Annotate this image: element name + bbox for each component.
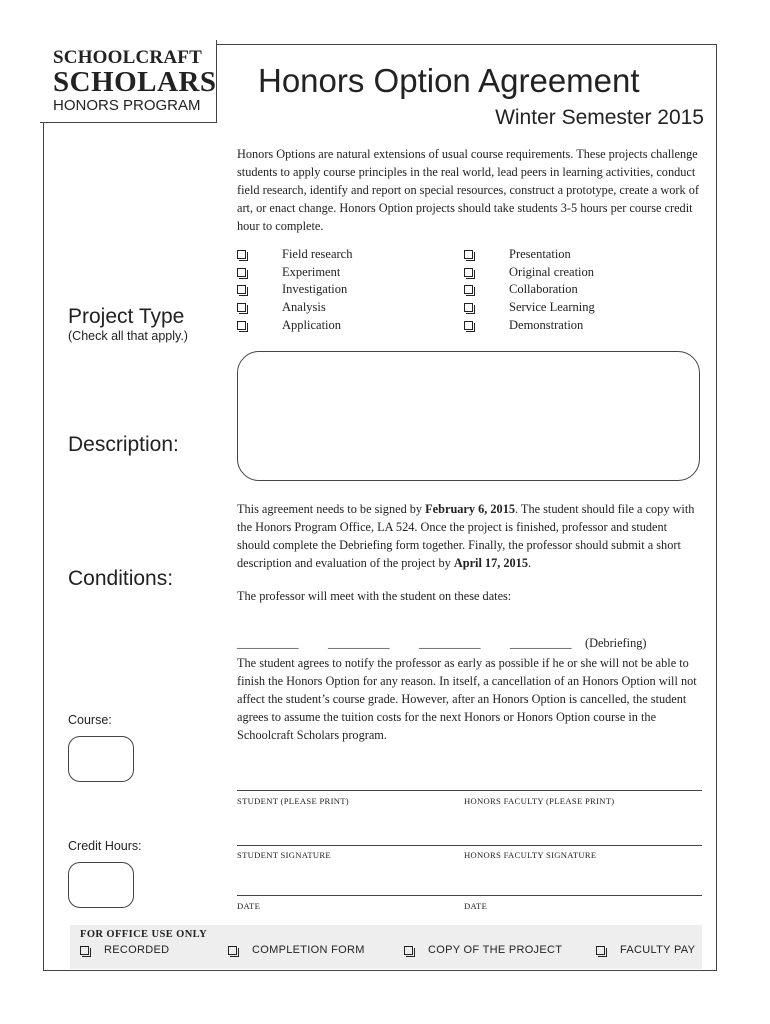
description-input[interactable] bbox=[237, 351, 700, 481]
conditions-text-a: This agreement needs to be signed by bbox=[237, 502, 426, 516]
checkbox-presentation[interactable] bbox=[464, 246, 595, 264]
office-checkbox-completion-form[interactable] bbox=[228, 944, 365, 956]
conditions-text-c: . bbox=[527, 556, 532, 570]
office-item-label: FACULTY PAY bbox=[620, 944, 696, 956]
student-signature-label: STUDENT SIGNATURE bbox=[237, 850, 331, 860]
checkbox-label: Application bbox=[282, 317, 342, 332]
intro-paragraph: Honors Options are natural extensions of usual course requirements. These projects challenge students to apply course principles in the real world, lead peers in learning activities, conduct field research, identify and report on special resources, construct a prototype, create a work of art, or enact change. Honors Option projects should take students 3-5 hours per course credit hour to complete. bbox=[237, 147, 699, 233]
course-input[interactable] bbox=[68, 736, 134, 782]
checkbox-experiment[interactable] bbox=[237, 264, 352, 282]
checkbox-icon[interactable] bbox=[404, 946, 413, 955]
checkbox-icon[interactable] bbox=[237, 285, 246, 294]
checkbox-icon[interactable] bbox=[237, 303, 246, 312]
meeting-date-field-4[interactable]: __________ bbox=[510, 636, 572, 650]
checkbox-icon[interactable] bbox=[464, 285, 473, 294]
office-checkbox-recorded[interactable] bbox=[80, 944, 169, 956]
office-checkbox-faculty-pay[interactable] bbox=[596, 944, 695, 956]
office-item-label: COPY OF THE PROJECT bbox=[428, 944, 563, 956]
checkbox-label: Analysis bbox=[282, 300, 326, 315]
project-type-options-col2 bbox=[464, 246, 595, 334]
project-type-options-col1 bbox=[237, 246, 352, 334]
conditions-heading: Conditions: bbox=[68, 567, 174, 590]
checkbox-service-learning[interactable] bbox=[464, 299, 595, 317]
office-use-title: FOR OFFICE USE ONLY bbox=[80, 929, 208, 940]
project-type-subheading: (Check all that apply.) bbox=[68, 329, 188, 343]
checkbox-label: Field research bbox=[282, 247, 353, 262]
logo bbox=[40, 40, 217, 123]
checkbox-icon[interactable] bbox=[237, 321, 246, 330]
checkbox-icon[interactable] bbox=[237, 250, 246, 259]
faculty-signature-label: HONORS FACULTY SIGNATURE bbox=[464, 850, 597, 860]
logo-line-2: SCHOLARS bbox=[53, 66, 217, 98]
description-heading: Description: bbox=[68, 433, 179, 456]
checkbox-icon[interactable] bbox=[464, 250, 473, 259]
course-label: Course: bbox=[68, 713, 112, 727]
checkbox-label: Demonstration bbox=[509, 317, 584, 332]
conditions-paragraph bbox=[237, 500, 702, 572]
checkbox-original-creation[interactable] bbox=[464, 264, 595, 282]
checkbox-icon[interactable] bbox=[464, 303, 473, 312]
checkbox-investigation[interactable] bbox=[237, 281, 352, 299]
checkbox-field-research[interactable] bbox=[237, 246, 352, 264]
student-print-label: STUDENT (PLEASE PRINT) bbox=[237, 796, 349, 806]
meeting-date-field-3[interactable]: __________ bbox=[419, 636, 481, 650]
checkbox-label: Experiment bbox=[282, 264, 341, 279]
credit-hours-input[interactable] bbox=[68, 862, 134, 908]
checkbox-label: Investigation bbox=[282, 282, 348, 297]
submit-deadline-date: April 17, 2015 bbox=[453, 556, 528, 570]
office-checkbox-copy-of-project[interactable] bbox=[404, 944, 562, 956]
signature-line[interactable] bbox=[237, 845, 702, 846]
checkbox-icon[interactable] bbox=[464, 321, 473, 330]
cancellation-paragraph: The student agrees to notify the professor as early as possible if he or she will not be able to finish the Honors Option for any reason. In itself, a cancellation of an Honors Option will not affect the student’s course grade. However, after an Honors Option is cancelled, the student agrees to assume the tuition costs for the next Honors or Honors Option course in the Schoolcraft Scholars program. bbox=[237, 656, 697, 742]
page-title: Honors Option Agreement bbox=[258, 62, 640, 99]
project-type-heading: Project Type bbox=[68, 305, 185, 328]
office-item-label: RECORDED bbox=[104, 944, 170, 956]
meeting-date-field-2[interactable]: __________ bbox=[328, 636, 390, 650]
faculty-date-label: DATE bbox=[464, 901, 488, 911]
semester-subtitle: Winter Semester 2015 bbox=[495, 106, 704, 129]
checkbox-label: Service Learning bbox=[509, 300, 595, 315]
sign-deadline-date: February 6, 2015 bbox=[425, 502, 515, 516]
faculty-print-label: HONORS FACULTY (PLEASE PRINT) bbox=[464, 796, 615, 806]
checkbox-application[interactable] bbox=[237, 316, 352, 334]
logo-line-1: SCHOOLCRAFT bbox=[53, 47, 202, 68]
checkbox-icon[interactable] bbox=[228, 946, 237, 955]
checkbox-icon[interactable] bbox=[596, 946, 605, 955]
office-item-label: COMPLETION FORM bbox=[252, 944, 365, 956]
conditions-text-b: . The student should file a copy with the Honors Program Office, LA 524. Once the project is finished, professor and student should complete the Debriefing form together. Finally, the professor should submit a short description and evaluation of the project by bbox=[237, 502, 695, 570]
date-line[interactable] bbox=[237, 895, 702, 896]
checkbox-collaboration[interactable] bbox=[464, 281, 595, 299]
checkbox-icon[interactable] bbox=[464, 268, 473, 277]
debriefing-label: (Debriefing) bbox=[585, 636, 647, 650]
meeting-dates-intro: The professor will meet with the student on these dates: bbox=[237, 589, 512, 603]
checkbox-icon[interactable] bbox=[237, 268, 246, 277]
checkbox-label: Presentation bbox=[509, 247, 571, 262]
credit-hours-label: Credit Hours: bbox=[68, 839, 142, 853]
meeting-date-field-1[interactable]: __________ bbox=[237, 636, 299, 650]
student-print-line[interactable] bbox=[237, 790, 702, 791]
checkbox-label: Original creation bbox=[509, 264, 595, 279]
student-date-label: DATE bbox=[237, 901, 261, 911]
logo-line-3: HONORS PROGRAM bbox=[53, 97, 201, 114]
checkbox-analysis[interactable] bbox=[237, 299, 352, 317]
checkbox-icon[interactable] bbox=[80, 946, 89, 955]
checkbox-label: Collaboration bbox=[509, 282, 578, 297]
checkbox-demonstration[interactable] bbox=[464, 316, 595, 334]
